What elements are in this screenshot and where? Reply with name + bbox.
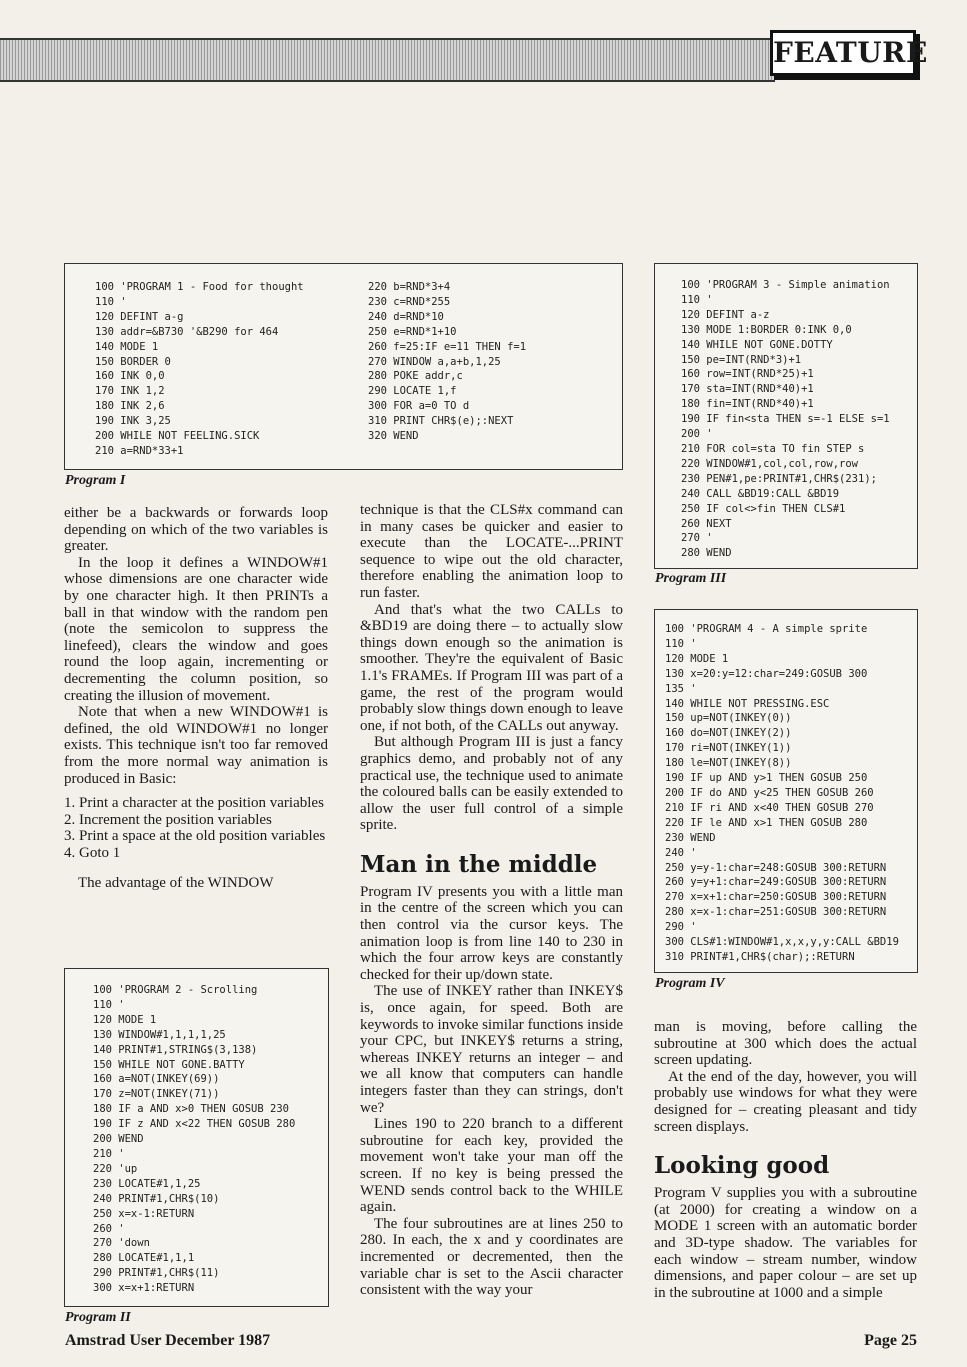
program-3-listing xyxy=(654,263,918,569)
body-paragraph: In the loop it defines a WINDOW#1 whose dimensions are one character wide by one character high. It then PRINTs a ball in that window with the random pen (note the semicolon to suppress the linefeed), clears the window and goes round the loop again, incrementing or decrementing the column position, so creating the illusion of movement. xyxy=(64,554,328,704)
program-4-code: 100 'PROGRAM 4 - A simple sprite 110 ' 120 MODE 1 130 x=20:y=12:char=249:GOSUB 300 135 ' 140 WHILE NOT PRESSING.ESC 150 up=NOT(INKEY(0)) 160 do=NOT(INKEY(2)) 170 ri=NOT(INKEY(1)) 180 le=NOT(INKEY(8)) 190 IF up AND y>1 THEN GOSUB 250 200 IF do AND y<25 THEN GOSUB 260 210 IF ri AND x<40 THEN GOSUB 270 220 IF le AND x>1 THEN GOSUB 280 230 WEND 240 ' 250 y=y-1:char=248:GOSUB 300:RETURN 260 y=y+1:char=249:GOSUB 300:RETURN 270 x=x+1:char=250:GOSUB 300:RETURN 280 x=x-1:char=251:GOSUB 300:RETURN 290 ' 300 CLS#1:WINDOW#1,x,x,y,y:CALL &BD19 310 PRINT#1,CHR$(char);:RETURN xyxy=(665,623,899,963)
body-paragraph: The four subroutines are at lines 250 to 280. In each, the x and y coordinates are incremented or decremented, then the variable char is set to the Ascii character consistent with the way your xyxy=(360,1215,623,1299)
program-3-caption: Program III xyxy=(655,571,727,586)
program-4-caption: Program IV xyxy=(655,976,725,991)
body-paragraph: Program IV presents you with a little man in the centre of the screen which you can then control via the cursor keys. The animation loop is from line 140 to 230 in which the four arrow keys are constantly checked for their up/down state. xyxy=(360,883,623,983)
section-heading: Looking good xyxy=(654,1152,830,1180)
body-paragraph: But although Program III is just a fancy graphics demo, and probably not of any practical use, the technique used to animate the coloured balls can be easily extended to allow the user full control of a simple sprite. xyxy=(360,734,623,834)
program-2-code: 100 'PROGRAM 2 - Scrolling 110 ' 120 MODE 1 130 WINDOW#1,1,1,1,25 140 PRINT#1,STRING$(3,138) 150 WHILE NOT GONE.BATTY 160 a=NOT(INKEY(69)) 170 z=NOT(INKEY(71)) 180 IF a AND x>0 THEN GOSUB 230 190 IF z AND x<22 THEN GOSUB 280 200 WEND 210 ' 220 'up 230 LOCATE#1,1,25 240 PRINT#1,CHR$(10) 250 x=x-1:RETURN 260 ' 270 'down 280 LOCATE#1,1,1 290 PRINT#1,CHR$(11) 300 x=x+1:RETURN xyxy=(93,984,296,1295)
body-paragraph: Lines 190 to 220 branch to a different subroutine for each key, provided the movement won't take your man off the screen. If no key is being pressed the WEND sends control back to the WHILE again. xyxy=(360,1116,623,1216)
section-heading: Man in the middle xyxy=(360,850,598,878)
program-1-code-left: 100 'PROGRAM 1 - Food for thought 110 ' 120 DEFINT a-g 130 addr=&B730 '&B290 for 464 140 MODE 1 150 BORDER 0 160 INK 0,0 170 INK 1,2 180 INK 2,6 190 INK 3,25 200 WHILE NOT FEELING.SICK 210 a=RND*33+1 xyxy=(95,281,304,457)
list-item: 1. Print a character at the position variables xyxy=(64,795,324,812)
steps-list xyxy=(64,795,328,861)
body-paragraph: The use of INKEY rather than INKEY$ is, once again, for speed. Both are keywords to invoke similar functions inside your CPC, but INKEY$ returns a string, whereas INKEY returns an integer – and we all know that computers can handle integers faster than they can strings, don't we? xyxy=(360,983,623,1116)
page-number: Page 25 xyxy=(864,1332,917,1349)
list-item: 4. Goto 1 xyxy=(64,844,121,861)
body-paragraph: Note that when a new WINDOW#1 is defined, the old WINDOW#1 no longer exists. This technique isn't too far removed from the more normal way animation is produced in Basic: xyxy=(64,704,328,787)
program-2-caption: Program II xyxy=(65,1310,131,1325)
list-item: 2. Increment the position variables xyxy=(64,811,272,828)
section-tag: FEATURE xyxy=(770,30,916,76)
program-4-listing xyxy=(654,609,918,973)
program-1-code-right: 220 b=RND*3+4 230 c=RND*255 240 d=RND*10 250 e=RND*1+10 260 f=25:IF e=11 THEN f=1 270 WINDOW a,a+b,1,25 280 POKE addr,c 290 LOCATE 1,f 300 FOR a=0 TO d 310 PRINT CHR$(e);:NEXT 320 WEND xyxy=(368,281,527,443)
article-column-2 xyxy=(360,502,623,1299)
body-paragraph: And that's what the two CALLs to &BD19 are doing there – to actually slow things down enough so the animation is smoother. They're the equivalent of Basic 1.1's FRAMEs. If Program III was part of a game, the rest of the program would probably slow things down enough to leave one, if not both, of the CALLs out anyway. xyxy=(360,601,623,734)
program-3-code: 100 'PROGRAM 3 - Simple animation 110 ' 120 DEFINT a-z 130 MODE 1:BORDER 0:INK 0,0 140 WHILE NOT GONE.DOTTY 150 pe=INT(RND*3)+1 160 row=INT(RND*25)+1 170 sta=INT(RND*40)+1 180 fin=INT(RND*40)+1 190 IF fin<sta THEN s=-1 ELSE s=1 200 ' 210 FOR col=sta TO fin STEP s 220 WINDOW#1,col,col,row,row 230 PEN#1,pe:PRINT#1,CHR$(231); 240 CALL &BD19:CALL &BD19 250 IF col<>fin THEN CLS#1 260 NEXT 270 ' 280 WEND xyxy=(681,279,890,560)
body-paragraph: The advantage of the WINDOW xyxy=(78,875,274,892)
magazine-footer: Amstrad User December 1987 xyxy=(65,1332,271,1349)
article-column-1 xyxy=(64,505,328,892)
header-stripe-bar xyxy=(0,38,775,82)
list-item: 3. Print a space at the old position variables xyxy=(64,828,326,845)
article-column-3 xyxy=(654,1019,917,1301)
body-paragraph: technique is that the CLS#x command can in many cases be quicker and easier to execute than the LOCATE-...PRINT sequence to wipe out the old character, therefore enabling the animation loop to run faster. xyxy=(360,502,623,601)
program-1-caption: Program I xyxy=(65,473,126,488)
body-paragraph: At the end of the day, however, you will probably use windows for what they were designed for – creating pleasant and tidy screen displays. xyxy=(654,1068,917,1135)
program-1-listing xyxy=(64,263,623,470)
program-2-listing xyxy=(64,968,329,1307)
body-paragraph: either be a backwards or forwards loop depending on which of the two variables is greater. xyxy=(64,505,328,555)
body-paragraph: man is moving, before calling the subroutine at 300 which does the actual screen updating. xyxy=(654,1019,917,1069)
body-paragraph: Program V supplies you with a subroutine (at 2000) for creating a window on a MODE 1 screen with an automatic border and 3D-type shadow. The variables for each window – stream number, window dimensions, and paper colour – are set up in the subroutine at 1000 and a simple xyxy=(654,1185,917,1301)
